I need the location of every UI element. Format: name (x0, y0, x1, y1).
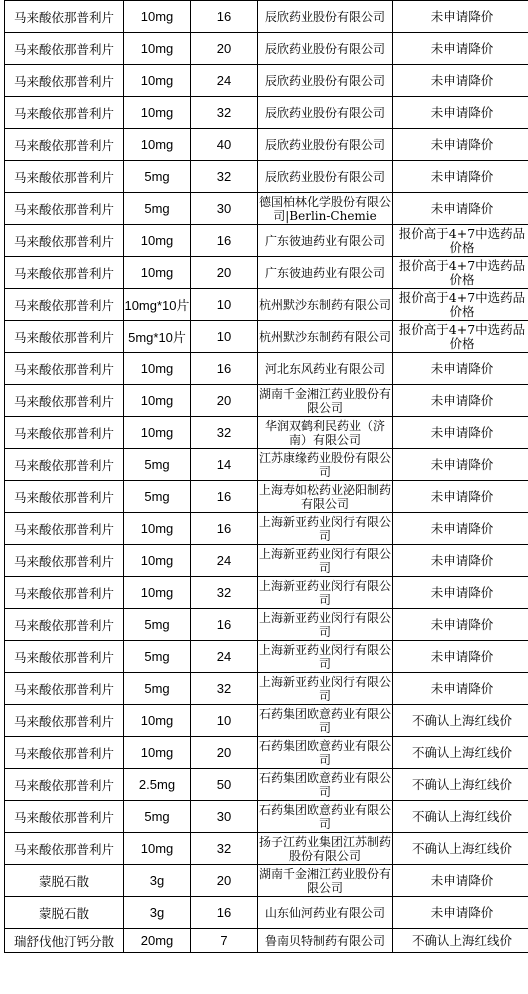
price-table-body (5, 1, 528, 953)
status-cell: 未申请降价 (393, 193, 528, 225)
table-row (5, 417, 528, 449)
company-cell: 湖南千金湘江药业股份有限公司 (258, 386, 391, 415)
spec-cell: 20mg (124, 929, 191, 953)
company-cell: 江苏康缘药业股份有限公司 (258, 450, 391, 479)
status-cell: 未申请降价 (393, 641, 528, 673)
spec-cell: 5mg (124, 481, 191, 513)
spec-cell: 10mg (124, 129, 191, 161)
quantity-cell: 24 (191, 641, 258, 673)
table-row (5, 929, 528, 953)
company-cell: 石药集团欧意药业有限公司 (258, 706, 391, 735)
quantity-cell: 16 (191, 609, 258, 641)
drug-name-cell: 马来酸依那普利片 (5, 705, 124, 737)
spec-cell: 10mg (124, 97, 191, 129)
table-row (5, 97, 528, 129)
quantity-cell: 7 (191, 929, 258, 953)
quantity-cell: 16 (191, 481, 258, 513)
company-cell: 辰欣药业股份有限公司 (258, 129, 393, 161)
table-row (5, 481, 528, 513)
table-row (5, 289, 528, 321)
spec-cell: 10mg (124, 1, 191, 33)
drug-name-cell: 马来酸依那普利片 (5, 545, 124, 577)
drug-name-cell: 蒙脱石散 (5, 897, 124, 929)
table-row (5, 385, 528, 417)
company-cell: 杭州默沙东制药有限公司 (258, 321, 393, 353)
status-cell: 未申请降价 (393, 129, 528, 161)
company-cell: 上海新亚药业闵行有限公司 (258, 578, 391, 607)
quantity-cell: 20 (191, 865, 258, 897)
table-row (5, 545, 528, 577)
company-cell: 杭州默沙东制药有限公司 (258, 289, 393, 321)
company-cell: 上海寿如松药业泌阳制药有限公司 (258, 482, 391, 511)
status-cell: 未申请降价 (393, 609, 528, 641)
spec-cell: 3g (124, 865, 191, 897)
spec-cell: 10mg (124, 833, 191, 865)
table-row (5, 673, 528, 705)
company-cell: 辰欣药业股份有限公司 (258, 161, 393, 193)
status-cell: 报价高于4+7中选药品价格 (393, 225, 528, 257)
spec-cell: 10mg (124, 705, 191, 737)
quantity-cell: 10 (191, 289, 258, 321)
status-cell: 不确认上海红线价 (393, 833, 528, 865)
company-cell: 石药集团欧意药业有限公司 (258, 770, 391, 799)
company-cell: 鲁南贝特制药有限公司 (258, 929, 393, 953)
spec-cell: 5mg (124, 449, 191, 481)
drug-name-cell: 马来酸依那普利片 (5, 609, 124, 641)
drug-name-cell: 马来酸依那普利片 (5, 1, 124, 33)
company-cell: 上海新亚药业闵行有限公司 (258, 514, 391, 543)
table-row (5, 129, 528, 161)
status-cell: 不确认上海红线价 (393, 769, 528, 801)
quantity-cell: 32 (191, 673, 258, 705)
company-cell: 广东彼迪药业有限公司 (258, 257, 393, 289)
table-row (5, 641, 528, 673)
spec-cell: 10mg (124, 737, 191, 769)
drug-name-cell: 马来酸依那普利片 (5, 513, 124, 545)
quantity-cell: 16 (191, 1, 258, 33)
status-cell: 未申请降价 (393, 513, 528, 545)
spec-cell: 10mg (124, 225, 191, 257)
spec-cell: 10mg (124, 385, 191, 417)
company-cell: 辰欣药业股份有限公司 (258, 1, 393, 33)
spec-cell: 10mg (124, 33, 191, 65)
spec-cell: 10mg (124, 513, 191, 545)
spec-cell: 5mg (124, 609, 191, 641)
company-cell: 上海新亚药业闵行有限公司 (258, 546, 391, 575)
spec-cell: 10mg*10片 (124, 289, 191, 321)
spec-cell: 10mg (124, 577, 191, 609)
quantity-cell: 32 (191, 577, 258, 609)
quantity-cell: 10 (191, 705, 258, 737)
spec-cell: 10mg (124, 65, 191, 97)
company-cell: 河北东风药业有限公司 (258, 353, 393, 385)
company-cell: 华润双鹤利民药业（济南）有限公司 (258, 417, 393, 449)
drug-name-cell: 马来酸依那普利片 (5, 225, 124, 257)
company-cell: 石药集团欧意药业有限公司 (258, 738, 391, 767)
status-cell: 未申请降价 (393, 417, 528, 449)
drug-name-cell: 马来酸依那普利片 (5, 97, 124, 129)
company-cell: 上海新亚药业闵行有限公司 (258, 674, 391, 703)
drug-name-cell: 马来酸依那普利片 (5, 65, 124, 97)
table-row (5, 609, 528, 641)
company-cell: 辰欣药业股份有限公司 (258, 97, 393, 129)
status-cell: 报价高于4+7中选药品价格 (393, 257, 528, 289)
company-cell: 德国柏林化学股份有限公司|Berlin-Chemie (258, 194, 391, 223)
status-cell: 未申请降价 (393, 577, 528, 609)
table-row (5, 737, 528, 769)
spec-cell: 2.5mg (124, 769, 191, 801)
drug-name-cell: 马来酸依那普利片 (5, 737, 124, 769)
spec-cell: 10mg (124, 353, 191, 385)
drug-name-cell: 马来酸依那普利片 (5, 449, 124, 481)
table-row (5, 577, 528, 609)
company-cell: 辰欣药业股份有限公司 (258, 65, 393, 97)
status-cell: 未申请降价 (393, 33, 528, 65)
status-cell: 不确认上海红线价 (393, 929, 528, 953)
quantity-cell: 14 (191, 449, 258, 481)
status-cell: 未申请降价 (393, 865, 528, 897)
status-cell: 未申请降价 (393, 897, 528, 929)
table-row (5, 321, 528, 353)
table-row (5, 257, 528, 289)
drug-name-cell: 马来酸依那普利片 (5, 257, 124, 289)
table-row (5, 705, 528, 737)
status-cell: 未申请降价 (393, 161, 528, 193)
company-cell: 广东彼迪药业有限公司 (258, 225, 393, 257)
drug-name-cell: 马来酸依那普利片 (5, 417, 124, 449)
quantity-cell: 50 (191, 769, 258, 801)
company-cell: 上海新亚药业闵行有限公司 (258, 610, 391, 639)
drug-name-cell: 瑞舒伐他汀钙分散 (5, 929, 124, 953)
quantity-cell: 24 (191, 545, 258, 577)
table-row (5, 865, 528, 897)
spec-cell: 5mg (124, 641, 191, 673)
quantity-cell: 32 (191, 417, 258, 449)
spec-cell: 10mg (124, 417, 191, 449)
spec-cell: 10mg (124, 257, 191, 289)
spec-cell: 3g (124, 897, 191, 929)
status-cell: 未申请降价 (393, 65, 528, 97)
quantity-cell: 16 (191, 353, 258, 385)
status-cell: 不确认上海红线价 (393, 705, 528, 737)
quantity-cell: 32 (191, 161, 258, 193)
quantity-cell: 16 (191, 225, 258, 257)
spec-cell: 5mg (124, 801, 191, 833)
quantity-cell: 16 (191, 897, 258, 929)
table-row (5, 225, 528, 257)
drug-name-cell: 马来酸依那普利片 (5, 833, 124, 865)
drug-name-cell: 马来酸依那普利片 (5, 385, 124, 417)
quantity-cell: 20 (191, 33, 258, 65)
status-cell: 未申请降价 (393, 449, 528, 481)
spec-cell: 5mg (124, 161, 191, 193)
status-cell: 未申请降价 (393, 353, 528, 385)
table-row (5, 833, 528, 865)
status-cell: 不确认上海红线价 (393, 737, 528, 769)
status-cell: 未申请降价 (393, 481, 528, 513)
drug-name-cell: 马来酸依那普利片 (5, 577, 124, 609)
quantity-cell: 16 (191, 513, 258, 545)
drug-name-cell: 马来酸依那普利片 (5, 193, 124, 225)
drug-name-cell: 马来酸依那普利片 (5, 129, 124, 161)
quantity-cell: 20 (191, 737, 258, 769)
quantity-cell: 24 (191, 65, 258, 97)
spec-cell: 5mg (124, 193, 191, 225)
company-cell: 上海新亚药业闵行有限公司 (258, 642, 391, 671)
status-cell: 报价高于4+7中选药品价格 (393, 289, 528, 321)
quantity-cell: 20 (191, 257, 258, 289)
company-cell: 石药集团欧意药业有限公司 (258, 802, 391, 831)
table-row (5, 801, 528, 833)
quantity-cell: 20 (191, 385, 258, 417)
table-row (5, 65, 528, 97)
status-cell: 未申请降价 (393, 545, 528, 577)
status-cell: 未申请降价 (393, 673, 528, 705)
company-cell: 扬子江药业集团江苏制药股份有限公司 (258, 834, 391, 863)
spec-cell: 10mg (124, 545, 191, 577)
quantity-cell: 10 (191, 321, 258, 353)
drug-name-cell: 马来酸依那普利片 (5, 801, 124, 833)
company-cell: 湖南千金湘江药业股份有限公司 (258, 866, 391, 895)
company-cell: 辰欣药业股份有限公司 (258, 33, 393, 65)
table-row (5, 449, 528, 481)
table-row (5, 1, 528, 33)
drug-name-cell: 马来酸依那普利片 (5, 321, 124, 353)
drug-name-cell: 马来酸依那普利片 (5, 641, 124, 673)
company-cell: 山东仙河药业有限公司 (258, 897, 393, 929)
table-row (5, 193, 528, 225)
drug-name-cell: 马来酸依那普利片 (5, 769, 124, 801)
quantity-cell: 30 (191, 801, 258, 833)
quantity-cell: 30 (191, 193, 258, 225)
quantity-cell: 40 (191, 129, 258, 161)
drug-name-cell: 马来酸依那普利片 (5, 33, 124, 65)
drug-name-cell: 马来酸依那普利片 (5, 353, 124, 385)
status-cell: 不确认上海红线价 (393, 801, 528, 833)
status-cell: 未申请降价 (393, 385, 528, 417)
quantity-cell: 32 (191, 97, 258, 129)
drug-name-cell: 马来酸依那普利片 (5, 161, 124, 193)
drug-name-cell: 蒙脱石散 (5, 865, 124, 897)
drug-name-cell: 马来酸依那普利片 (5, 289, 124, 321)
drug-name-cell: 马来酸依那普利片 (5, 481, 124, 513)
table-row (5, 33, 528, 65)
quantity-cell: 32 (191, 833, 258, 865)
table-row (5, 513, 528, 545)
table-row (5, 161, 528, 193)
spec-cell: 5mg*10片 (124, 321, 191, 353)
table-row (5, 353, 528, 385)
table-row (5, 897, 528, 929)
status-cell: 未申请降价 (393, 1, 528, 33)
status-cell: 未申请降价 (393, 97, 528, 129)
table-row (5, 769, 528, 801)
price-table (4, 0, 528, 953)
status-cell: 报价高于4+7中选药品价格 (393, 321, 528, 353)
drug-name-cell: 马来酸依那普利片 (5, 673, 124, 705)
spec-cell: 5mg (124, 673, 191, 705)
